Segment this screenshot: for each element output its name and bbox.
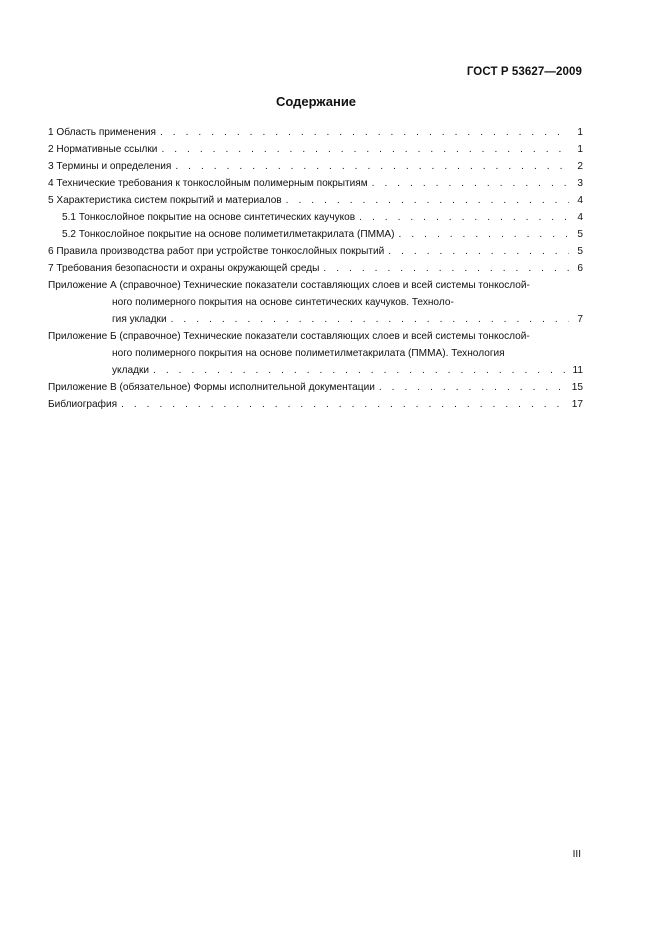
- leader-dots: [153, 362, 568, 379]
- toc-subentry[interactable]: [48, 226, 583, 243]
- toc-page-number: 1: [577, 127, 583, 138]
- appendix-title-line: укладки: [112, 365, 150, 376]
- appendix-title-line: Приложение А (справочное) Технические показатели составляющих слоев и всей системы тонкослой-: [48, 280, 530, 291]
- leader-dots: [161, 141, 569, 158]
- toc-page-number: 6: [577, 263, 583, 274]
- toc-entry-label: Приложение В (обязательное) Формы исполнительной документации: [48, 382, 375, 393]
- toc-entry-label: 2 Нормативные ссылки: [48, 144, 158, 155]
- toc-entry[interactable]: [48, 192, 583, 209]
- toc-entry[interactable]: [48, 243, 583, 260]
- toc-page-number: 7: [577, 314, 583, 325]
- table-of-contents: [48, 124, 583, 413]
- leader-dots: [323, 260, 569, 277]
- toc-entry-label: 1 Область применения: [48, 127, 156, 138]
- leader-dots: [121, 396, 568, 413]
- leader-dots: [399, 226, 569, 243]
- toc-entry-label: 5 Характеристика систем покрытий и материалов: [48, 195, 282, 206]
- toc-page-number: 5: [577, 246, 583, 257]
- toc-appendix-v[interactable]: [48, 379, 583, 396]
- leader-dots: [175, 158, 569, 175]
- leader-dots: [160, 124, 569, 141]
- appendix-title-line: Приложение Б (справочное) Технические показатели составляющих слоев и всей системы тонкослой-: [48, 331, 530, 342]
- toc-page-number: 4: [577, 195, 583, 206]
- toc-subentry[interactable]: [48, 209, 583, 226]
- toc-entry[interactable]: [48, 141, 583, 158]
- toc-bibliography[interactable]: [48, 396, 583, 413]
- toc-page-number: 15: [571, 382, 583, 393]
- toc-page-number: 11: [572, 365, 583, 376]
- toc-page-number: 1: [577, 144, 583, 155]
- page-title: Содержание: [275, 94, 357, 109]
- leader-dots: [388, 243, 569, 260]
- toc-page-number: 5: [577, 229, 583, 240]
- toc-entry[interactable]: [48, 175, 583, 192]
- toc-entry[interactable]: [48, 124, 583, 141]
- toc-entry[interactable]: [48, 158, 583, 175]
- toc-entry-label: Библиография: [48, 399, 118, 410]
- appendix-title-line: гия укладки: [112, 314, 167, 325]
- toc-page-number: 2: [577, 161, 583, 172]
- page-number: III: [572, 849, 581, 860]
- leader-dots: [379, 379, 568, 396]
- toc-entry-label: 6 Правила производства работ при устройстве тонкослойных покрытий: [48, 246, 385, 257]
- appendix-title-line: ного полимерного покрытия на основе синтетических каучуков. Техноло-: [112, 297, 454, 308]
- toc-entry-label: 5.2 Тонкослойное покрытие на основе полиметилметакрилата (ПММА): [62, 229, 395, 240]
- appendix-title-line: ного полимерного покрытия на основе полиметилметакрилата (ПММА). Технология: [112, 348, 505, 359]
- toc-entry-label: 4 Технические требования к тонкослойным полимерным покрытиям: [48, 178, 368, 189]
- leader-dots: [372, 175, 569, 192]
- toc-appendix-b[interactable]: [48, 328, 583, 379]
- toc-entry[interactable]: [48, 260, 583, 277]
- document-code: ГОСТ Р 53627—2009: [466, 66, 582, 78]
- toc-entry-label: 5.1 Тонкослойное покрытие на основе синтетических каучуков: [62, 212, 356, 223]
- toc-entry-label: 3 Термины и определения: [48, 161, 172, 172]
- leader-dots: [359, 209, 569, 226]
- toc-page-number: 3: [577, 178, 583, 189]
- toc-appendix-a[interactable]: [48, 277, 583, 328]
- toc-page-number: 17: [571, 399, 583, 410]
- toc-page-number: 4: [577, 212, 583, 223]
- leader-dots: [286, 192, 569, 209]
- toc-entry-label: 7 Требования безопасности и охраны окружающей среды: [48, 263, 320, 274]
- leader-dots: [171, 311, 569, 328]
